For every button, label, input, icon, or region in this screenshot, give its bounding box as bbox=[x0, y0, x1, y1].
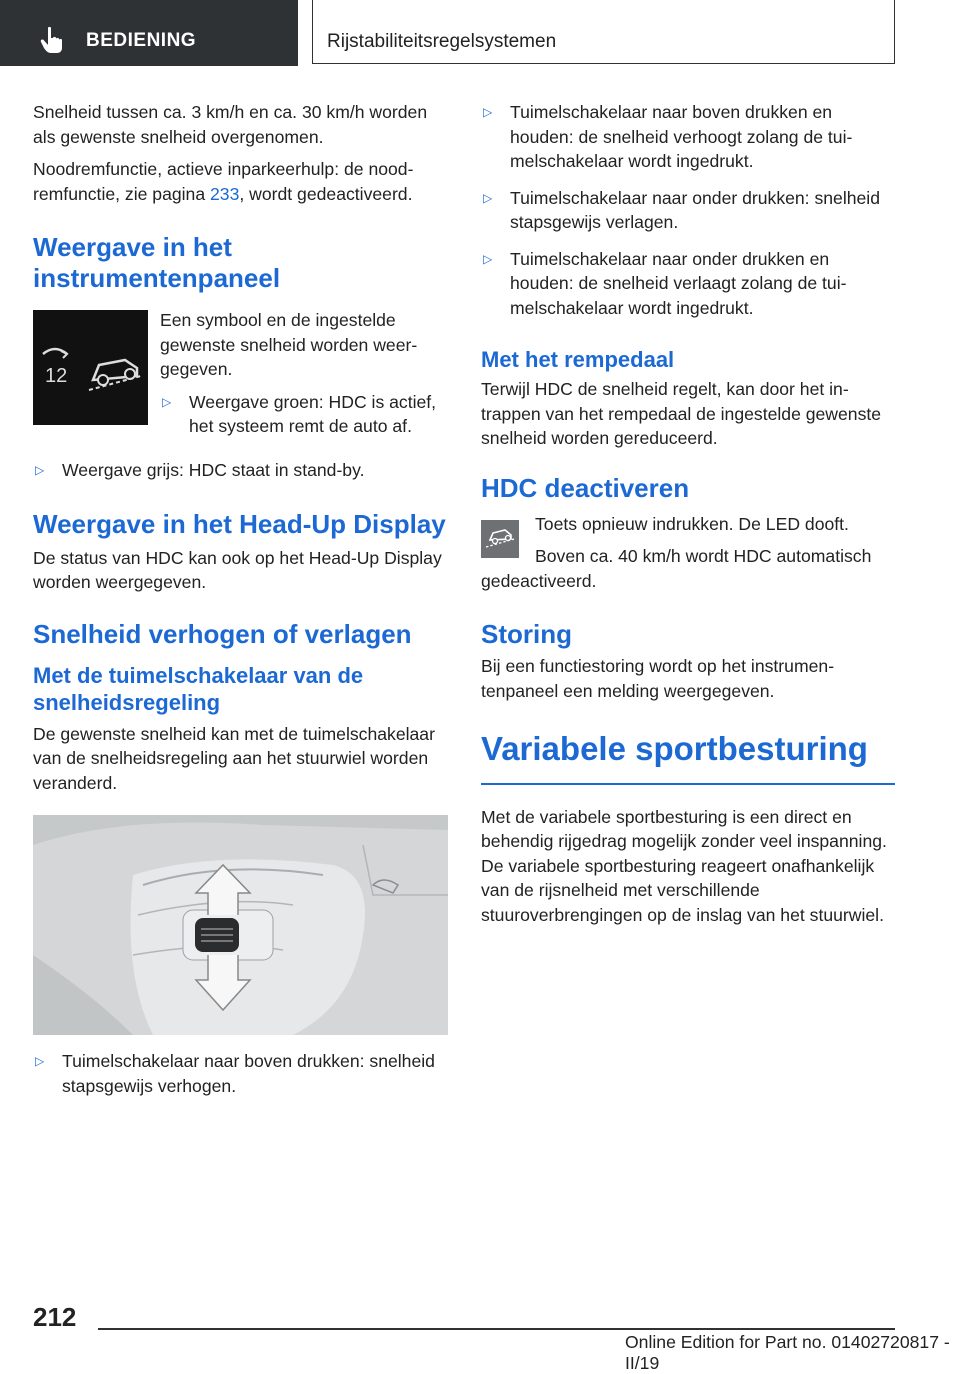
display-speed: 12 bbox=[45, 365, 68, 387]
triangle-bullet-icon: ▷ bbox=[483, 251, 493, 266]
footer-divider bbox=[98, 1328, 895, 1330]
triangle-bullet-icon: ▷ bbox=[35, 463, 45, 477]
list-item: ▷ Weergave groen: HDC is actief, het systeem remt de auto af. bbox=[162, 391, 437, 436]
steering-wheel-image bbox=[33, 815, 448, 1035]
triangle-bullet-icon: ▷ bbox=[162, 394, 172, 409]
list-item: ▷ Tuimelschakelaar naar onder drukken en houden: de snelheid verlaagt zolang de tuimelschakelaar wordt ingedrukt. bbox=[483, 248, 847, 318]
paragraph: Een symbool en de ingestelde gewenste snelheid worden weergegeven. bbox=[160, 310, 418, 379]
deactivate-block bbox=[481, 512, 897, 594]
page-number: 212 bbox=[33, 1302, 77, 1332]
section-tab bbox=[0, 0, 298, 66]
heading-fault: Storing bbox=[481, 619, 572, 649]
edition-note: Online Edition for Part no. 01402720817 - II/19 bbox=[625, 1332, 950, 1373]
triangle-bullet-icon: ▷ bbox=[35, 1054, 45, 1068]
paragraph: Met de variabele sportbesturing is een direct en behendig rijgedrag mogelijk zonder veel inspanning. De variabele sportbesturing reageert onafhankelijk van de rijsnelheid met verschillende stuuroverbrengingen op de inslag van het stuurwiel. bbox=[481, 806, 887, 925]
right-column bbox=[481, 100, 897, 935]
paragraph: Boven ca. 40 km/h wordt HDC automatisch gedeactiveerd. bbox=[481, 546, 872, 591]
heading-instrument-panel: Weergave in het instrumentenpaneel bbox=[33, 232, 281, 293]
hdc-display-icon bbox=[33, 310, 148, 425]
list-item: ▷ Tuimelschakelaar naar onder drukken: snelheid stapsgewijs verlagen. bbox=[483, 187, 881, 232]
heading-variable-steering: Variabele sportbesturing bbox=[481, 730, 868, 767]
triangle-bullet-icon: ▷ bbox=[483, 105, 493, 119]
paragraph: De gewenste snelheid kan met de tuimelschakelaar van de snelheidsregeling aan het stuurwiel worden veranderd. bbox=[33, 723, 435, 793]
heading-hud: Weergave in het Head-Up Display bbox=[33, 508, 446, 539]
paragraph: Noodremfunctie, actieve inparkeerhulp: de noodremfunctie, zie pagina 233, wordt gedeactiveerd. bbox=[33, 159, 414, 204]
list-item: ▷ Weergave grijs: HDC staat in stand-by. bbox=[33, 458, 449, 483]
section-label: BEDIENING bbox=[86, 30, 197, 51]
list-item: ▷ Tuimelschakelaar naar boven drukken en houden: de snelheid verhoogt zolang de tuimelschakelaar wordt ingedrukt. bbox=[483, 102, 853, 171]
steering-wheel-rocker-icon bbox=[33, 815, 448, 1035]
heading-deactivate: HDC deactiveren bbox=[481, 472, 690, 503]
paragraph: Bij een functiestoring wordt op het instrumentenpaneel een melding weergegeven. bbox=[481, 656, 835, 701]
page-link[interactable]: 233 bbox=[210, 183, 240, 204]
instrument-block bbox=[33, 308, 449, 458]
hdc-button-image bbox=[481, 520, 519, 558]
hdc-car-descent-icon bbox=[481, 520, 519, 558]
paragraph: Terwijl HDC de snelheid regelt, kan door het intrappen van het rempedaal de ingestelde gewenste snelheid worden gereduceerd. bbox=[481, 379, 882, 448]
paragraph: De status van HDC kan ook op het Head-Up Display worden weergegeven. bbox=[33, 547, 442, 592]
instrument-display-image bbox=[33, 310, 148, 425]
heading-rocker: Met de tuimelschakelaar van de snelheidsregeling bbox=[33, 662, 364, 715]
triangle-bullet-icon: ▷ bbox=[483, 190, 493, 205]
left-column bbox=[33, 100, 449, 1106]
instrument-text-block bbox=[160, 308, 450, 447]
heading-rule bbox=[481, 783, 895, 785]
heading-brake: Met het rempedaal bbox=[481, 347, 675, 372]
chapter-title: Rijstabiliteitsregelsystemen bbox=[327, 31, 557, 52]
heading-speed: Snelheid verhogen of verlagen bbox=[33, 618, 412, 649]
paragraph: Snelheid tussen ca. 3 km/h en ca. 30 km/h worden als gewenste snelheid overgenomen. bbox=[33, 102, 428, 147]
paragraph: Toets opnieuw indrukken. De LED dooft. bbox=[535, 513, 849, 534]
chapter-header bbox=[312, 0, 895, 64]
list-item: ▷ Tuimelschakelaar naar boven drukken: snelheid stapsgewijs verhogen. bbox=[35, 1051, 435, 1096]
hand-pointer-icon bbox=[40, 26, 64, 54]
